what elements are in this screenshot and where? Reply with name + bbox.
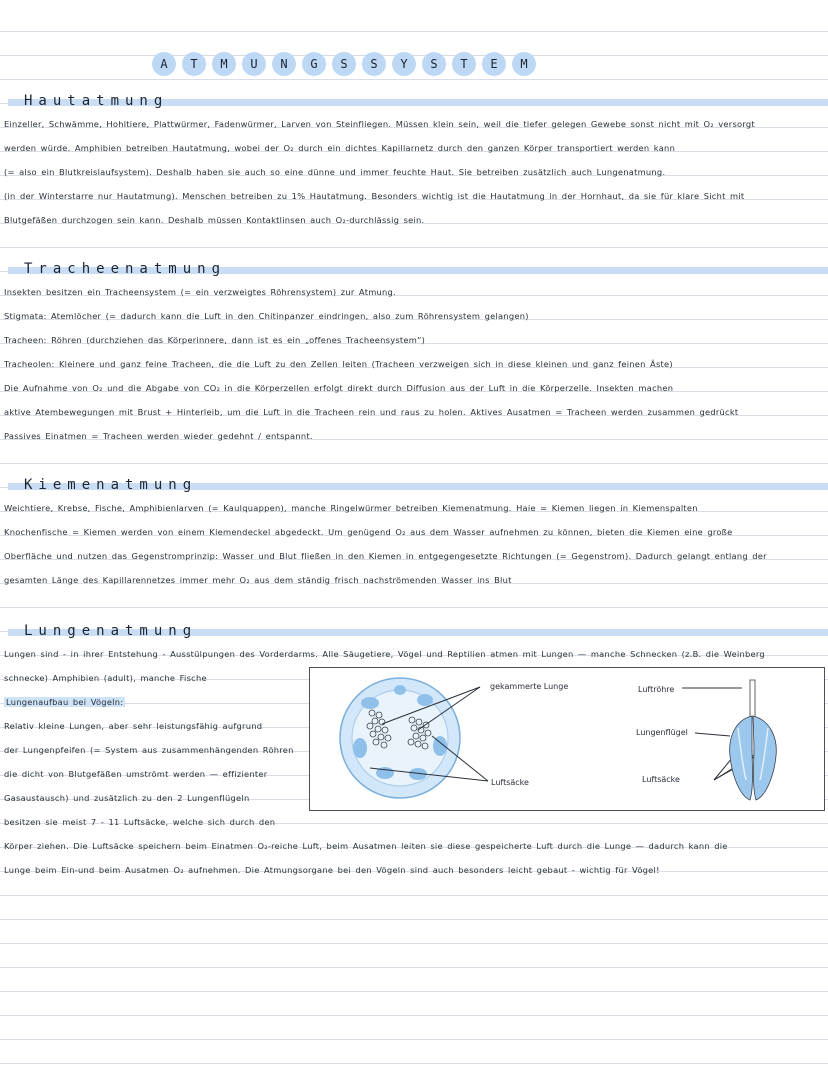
lung-cross-section — [340, 678, 460, 798]
heading-text: Kiemenatmung — [24, 477, 198, 493]
text-line: Passives Einatmen = Tracheen werden wieder gedehnt / entspannt. — [4, 431, 313, 441]
text-line: Lungen sind - in ihrer Entstehung - Ausstülpungen des Vorderdarms. Alle Säugetiere, Vögel und Reptilien atmen mit Lungen — manche Schnecken (z.B. die Weinberg — [4, 649, 765, 659]
title-letter: M — [212, 52, 236, 76]
text-line: schnecke) Amphibien (adult), manche Fische — [4, 673, 207, 683]
text-line: werden würde. Amphibien betreiben Hautatmung, wobei der O₂ durch ein dichtes Kapillarnetz durch den ganzen Körper transportiert werden kann — [4, 143, 676, 153]
text-line: Einzeller, Schwämme, Hohltiere, Plattwürmer, Fadenwürmer, Larven von Steinfliegen. Müssen klein sein, weil die tiefer gelegen Gewebe sonst nicht mit O₂ versorgt — [4, 119, 755, 129]
text-line: Relativ kleine Lungen, aber sehr leistungsfähig aufgrund — [4, 721, 263, 731]
text-line: besitzen sie meist 7 - 11 Luftsäcke, welche sich durch den — [4, 817, 276, 827]
title-letter: E — [482, 52, 506, 76]
text-line: die dicht von Blutgefäßen umströmt werden — effizienter — [4, 769, 268, 779]
title-letter: U — [242, 52, 266, 76]
bird-respiratory-system — [730, 680, 777, 800]
label-lungenfluegel: Lungenflügel — [636, 728, 688, 737]
section-text-lungenatmung-rest — [4, 834, 818, 882]
text-line: Weichtiere, Krebse, Fische, Amphibienlarven (= Kaulquappen), manche Ringelwürmer betreiben Kiemenatmung. Haie = Kiemen liegen in Kiemenspalten — [4, 503, 698, 513]
text-line: Stigmata: Atemlöcher (= dadurch kann die Luft in den Chitinpanzer eindringen, also zum Röhrensystem gelangen) — [4, 311, 529, 321]
text-line: aktive Atembewegungen mit Brust + Hinterleib, um die Luft in die Tracheen rein und raus zu holen. Aktives Ausatmen = Tracheen werden zusammen gedrückt — [4, 407, 739, 417]
section-text-tracheenatmung — [4, 280, 818, 448]
title-letter: Y — [392, 52, 416, 76]
title-letter: S — [332, 52, 356, 76]
title-letter: M — [512, 52, 536, 76]
text-line: Insekten besitzen ein Tracheensystem (= ein verzweigtes Röhrensystem) zur Atmung. — [4, 287, 396, 297]
text-line: Die Aufnahme von O₂ und die Abgabe von CO₂ in die Körperzellen erfolgt direkt durch Diffusion aus der Luft in die Körperzelle. Insekten machen — [4, 383, 674, 393]
title-letter: G — [302, 52, 326, 76]
text-line: Gasaustausch) und zusätzlich zu den 2 Lungenflügeln — [4, 793, 250, 803]
label-luftroehre: Luftröhre — [638, 685, 675, 694]
label-lunge: gekammerte Lunge — [490, 682, 569, 691]
text-line: Blutgefäßen durchzogen sein kann. Deshalb müssen Kontaktlinsen auch O₂-durchlässig sein. — [4, 215, 425, 225]
section-text-lungenaufbau — [4, 690, 299, 834]
text-line: Knochenfische = Kiemen werden von einem Kiemendeckel abgedeckt. Um genügend O₂ aus dem Wasser aufnehmen zu können, bieten die Kiemen eine große — [4, 527, 733, 537]
text-line: Lunge beim Ein-und beim Ausatmen O₂ aufnehmen. Die Atmungsorgane bei den Vögeln sind auch besonders leicht gebaut - wichtig für Vögel! — [4, 865, 660, 875]
label-luftsaecke-right: Luftsäcke — [642, 775, 680, 784]
heading-text: Lungenatmung — [24, 623, 198, 639]
text-line: Tracheolen: Kleinere und ganz feine Tracheen, die die Luft zu den Zellen leiten (Tracheen verzweigen sich in diese kleinen und ganz feinen Äste) — [4, 359, 673, 369]
page-title — [152, 52, 536, 76]
heading-text: Tracheenatmung — [24, 261, 227, 277]
title-letter: T — [182, 52, 206, 76]
title-letter: T — [452, 52, 476, 76]
text-line: Tracheen: Röhren (durchziehen das Körperinnere, dann ist es ein „offenes Tracheensystem“) — [4, 335, 426, 345]
title-letter: N — [272, 52, 296, 76]
bird-lung-diagram — [309, 667, 825, 811]
label-luftsaecke-left: Luftsäcke — [491, 778, 529, 787]
diagram-drawing — [310, 668, 824, 810]
text-line: Körper ziehen. Die Luftsäcke speichern beim Einatmen O₂-reiche Luft, beim Ausatmen leiten sie diese gespeicherte Luft durch die Lunge — dadurch kann die — [4, 841, 728, 851]
heading-text: Hautatmung — [24, 93, 169, 109]
text-line — [4, 690, 299, 714]
text-line: gesamten Länge des Kapillarennetzes immer mehr O₂ aus dem ständig frisch nachströmenden Wasser ins Blut — [4, 575, 512, 585]
title-letter: S — [422, 52, 446, 76]
title-letter: S — [362, 52, 386, 76]
text-line: (= also ein Blutkreislaufsystem). Deshalb haben sie auch so eine dünne und immer feuchte Haut. Sie betreiben zusätzlich auch Lungenatmung. — [4, 167, 666, 177]
section-text-kiemenatmung — [4, 496, 818, 592]
section-text-hautatmung — [4, 112, 818, 232]
text-line: der Lungenpfeifen (= System aus zusammenhängenden Röhren — [4, 745, 294, 755]
title-letter: A — [152, 52, 176, 76]
text-line: (in der Winterstarre nur Hautatmung). Menschen betreiben zu 1% Hautatmung. Besonders wichtig ist die Hautatmung in der Hornhaut, da sie für klare Sicht mit — [4, 191, 745, 201]
text-line: Oberfläche und nutzen das Gegenstromprinzip: Wasser und Blut fließen in den Kiemen in entgegengesetzte Richtungen (= Gegenstrom). Dadurch gelangt entlang der — [4, 551, 767, 561]
highlighted-text: Lungenaufbau bei Vögeln: — [6, 697, 124, 707]
